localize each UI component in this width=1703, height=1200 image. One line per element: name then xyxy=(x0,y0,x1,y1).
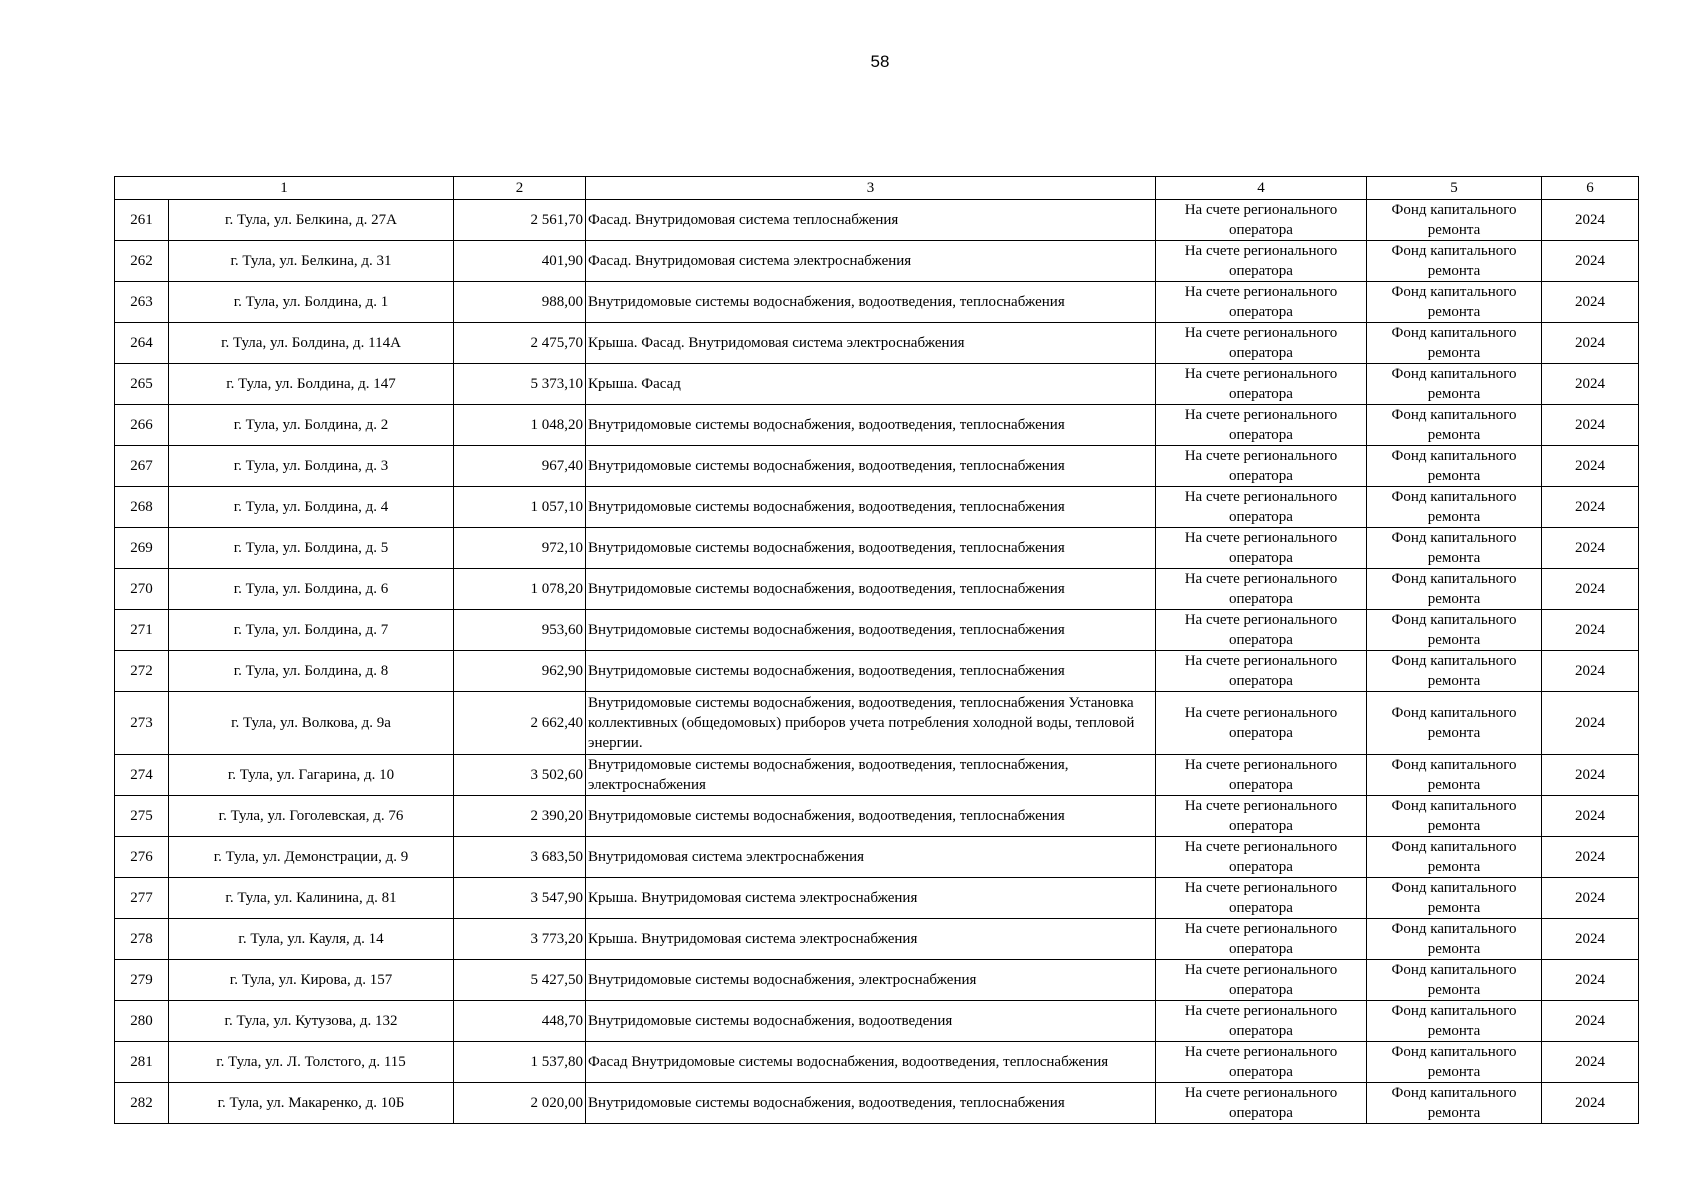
table-row xyxy=(115,323,1639,364)
area-cell: 2 475,70 xyxy=(454,323,586,364)
year-cell: 2024 xyxy=(1542,1001,1639,1042)
address-cell: г. Тула, ул. Кирова, д. 157 xyxy=(169,960,454,1001)
account-cell: На счете регионального оператора xyxy=(1156,796,1367,837)
works-cell: Фасад. Внутридомовая система теплоснабжения xyxy=(586,200,1156,241)
row-number: 263 xyxy=(115,282,169,323)
account-cell: На счете регионального оператора xyxy=(1156,919,1367,960)
works-cell: Внутридомовые системы водоснабжения, электроснабжения xyxy=(586,960,1156,1001)
account-cell: На счете регионального оператора xyxy=(1156,323,1367,364)
funding-source-cell: Фонд капитального ремонта xyxy=(1367,796,1542,837)
area-cell: 2 020,00 xyxy=(454,1083,586,1124)
funding-source-cell: Фонд капитального ремонта xyxy=(1367,200,1542,241)
works-cell: Крыша. Внутридомовая система электроснабжения xyxy=(586,919,1156,960)
funding-source-cell: Фонд капитального ремонта xyxy=(1367,323,1542,364)
year-cell: 2024 xyxy=(1542,200,1639,241)
year-cell: 2024 xyxy=(1542,692,1639,755)
funding-source-cell: Фонд капитального ремонта xyxy=(1367,487,1542,528)
works-cell: Внутридомовые системы водоснабжения, водоотведения, теплоснабжения xyxy=(586,528,1156,569)
row-number: 280 xyxy=(115,1001,169,1042)
table-row xyxy=(115,528,1639,569)
row-number: 267 xyxy=(115,446,169,487)
table-row xyxy=(115,692,1639,755)
account-cell: На счете регионального оператора xyxy=(1156,200,1367,241)
account-cell: На счете регионального оператора xyxy=(1156,1001,1367,1042)
funding-source-cell: Фонд капитального ремонта xyxy=(1367,878,1542,919)
capital-repair-table xyxy=(114,176,1639,1124)
table-row xyxy=(115,1083,1639,1124)
area-cell: 2 390,20 xyxy=(454,796,586,837)
works-cell: Внутридомовые системы водоснабжения, водоотведения, теплоснабжения xyxy=(586,651,1156,692)
table-row xyxy=(115,960,1639,1001)
works-cell: Внутридомовые системы водоснабжения, водоотведения, теплоснабжения xyxy=(586,405,1156,446)
works-cell: Внутридомовые системы водоснабжения, водоотведения xyxy=(586,1001,1156,1042)
area-cell: 953,60 xyxy=(454,610,586,651)
area-cell: 3 547,90 xyxy=(454,878,586,919)
area-cell: 1 537,80 xyxy=(454,1042,586,1083)
year-cell: 2024 xyxy=(1542,405,1639,446)
address-cell: г. Тула, ул. Болдина, д. 8 xyxy=(169,651,454,692)
row-number: 264 xyxy=(115,323,169,364)
year-cell: 2024 xyxy=(1542,960,1639,1001)
area-cell: 1 057,10 xyxy=(454,487,586,528)
area-cell: 967,40 xyxy=(454,446,586,487)
area-cell: 972,10 xyxy=(454,528,586,569)
column-header-1: 1 xyxy=(115,177,454,200)
address-cell: г. Тула, ул. Кутузова, д. 132 xyxy=(169,1001,454,1042)
account-cell: На счете регионального оператора xyxy=(1156,487,1367,528)
area-cell: 2 561,70 xyxy=(454,200,586,241)
account-cell: На счете регионального оператора xyxy=(1156,960,1367,1001)
table-row xyxy=(115,364,1639,405)
works-cell: Внутридомовые системы водоснабжения, водоотведения, теплоснабжения xyxy=(586,487,1156,528)
area-cell: 2 662,40 xyxy=(454,692,586,755)
table-row xyxy=(115,241,1639,282)
year-cell: 2024 xyxy=(1542,282,1639,323)
table-body xyxy=(115,200,1639,1124)
area-cell: 1 048,20 xyxy=(454,405,586,446)
address-cell: г. Тула, ул. Демонстрации, д. 9 xyxy=(169,837,454,878)
works-cell: Внутридомовые системы водоснабжения, водоотведения, теплоснабжения xyxy=(586,282,1156,323)
table-row xyxy=(115,569,1639,610)
area-cell: 401,90 xyxy=(454,241,586,282)
year-cell: 2024 xyxy=(1542,446,1639,487)
row-number: 274 xyxy=(115,755,169,796)
account-cell: На счете регионального оператора xyxy=(1156,282,1367,323)
funding-source-cell: Фонд капитального ремонта xyxy=(1367,1001,1542,1042)
year-cell: 2024 xyxy=(1542,1083,1639,1124)
year-cell: 2024 xyxy=(1542,569,1639,610)
area-cell: 1 078,20 xyxy=(454,569,586,610)
funding-source-cell: Фонд капитального ремонта xyxy=(1367,282,1542,323)
row-number: 276 xyxy=(115,837,169,878)
account-cell: На счете регионального оператора xyxy=(1156,364,1367,405)
account-cell: На счете регионального оператора xyxy=(1156,610,1367,651)
year-cell: 2024 xyxy=(1542,755,1639,796)
row-number: 281 xyxy=(115,1042,169,1083)
works-cell: Внутридомовые системы водоснабжения, водоотведения, теплоснабжения, электроснабжения xyxy=(586,755,1156,796)
address-cell: г. Тула, ул. Болдина, д. 4 xyxy=(169,487,454,528)
funding-source-cell: Фонд капитального ремонта xyxy=(1367,1083,1542,1124)
table-row xyxy=(115,487,1639,528)
account-cell: На счете регионального оператора xyxy=(1156,878,1367,919)
row-number: 269 xyxy=(115,528,169,569)
year-cell: 2024 xyxy=(1542,837,1639,878)
year-cell: 2024 xyxy=(1542,919,1639,960)
funding-source-cell: Фонд капитального ремонта xyxy=(1367,960,1542,1001)
address-cell: г. Тула, ул. Белкина, д. 27А xyxy=(169,200,454,241)
column-header-4: 4 xyxy=(1156,177,1367,200)
table-row xyxy=(115,446,1639,487)
table-row xyxy=(115,837,1639,878)
row-number: 279 xyxy=(115,960,169,1001)
account-cell: На счете регионального оператора xyxy=(1156,405,1367,446)
table-row xyxy=(115,200,1639,241)
address-cell: г. Тула, ул. Болдина, д. 114А xyxy=(169,323,454,364)
table-row xyxy=(115,919,1639,960)
table-row xyxy=(115,878,1639,919)
funding-source-cell: Фонд капитального ремонта xyxy=(1367,837,1542,878)
address-cell: г. Тула, ул. Болдина, д. 2 xyxy=(169,405,454,446)
area-cell: 988,00 xyxy=(454,282,586,323)
funding-source-cell: Фонд капитального ремонта xyxy=(1367,692,1542,755)
address-cell: г. Тула, ул. Гагарина, д. 10 xyxy=(169,755,454,796)
address-cell: г. Тула, ул. Волкова, д. 9а xyxy=(169,692,454,755)
column-header-3: 3 xyxy=(586,177,1156,200)
works-cell: Крыша. Фасад. Внутридомовая система электроснабжения xyxy=(586,323,1156,364)
address-cell: г. Тула, ул. Болдина, д. 3 xyxy=(169,446,454,487)
row-number: 278 xyxy=(115,919,169,960)
works-cell: Внутридомовые системы водоснабжения, водоотведения, теплоснабжения Установка коллективных (общедомовых) приборов учета потребления холодной воды, тепловой энергии. xyxy=(586,692,1156,755)
row-number: 266 xyxy=(115,405,169,446)
account-cell: На счете регионального оператора xyxy=(1156,651,1367,692)
address-cell: г. Тула, ул. Белкина, д. 31 xyxy=(169,241,454,282)
works-cell: Фасад. Внутридомовая система электроснабжения xyxy=(586,241,1156,282)
column-number-row xyxy=(115,177,1639,200)
table-row xyxy=(115,1042,1639,1083)
funding-source-cell: Фонд капитального ремонта xyxy=(1367,446,1542,487)
funding-source-cell: Фонд капитального ремонта xyxy=(1367,528,1542,569)
address-cell: г. Тула, ул. Кауля, д. 14 xyxy=(169,919,454,960)
year-cell: 2024 xyxy=(1542,878,1639,919)
row-number: 261 xyxy=(115,200,169,241)
table-row xyxy=(115,610,1639,651)
works-cell: Крыша. Внутридомовая система электроснабжения xyxy=(586,878,1156,919)
works-cell: Внутридомовая система электроснабжения xyxy=(586,837,1156,878)
account-cell: На счете регионального оператора xyxy=(1156,569,1367,610)
area-cell: 5 427,50 xyxy=(454,960,586,1001)
address-cell: г. Тула, ул. Болдина, д. 147 xyxy=(169,364,454,405)
year-cell: 2024 xyxy=(1542,1042,1639,1083)
row-number: 282 xyxy=(115,1083,169,1124)
funding-source-cell: Фонд капитального ремонта xyxy=(1367,569,1542,610)
table-row xyxy=(115,1001,1639,1042)
page-number: 58 xyxy=(870,52,890,71)
year-cell: 2024 xyxy=(1542,528,1639,569)
table-row xyxy=(115,651,1639,692)
account-cell: На счете регионального оператора xyxy=(1156,528,1367,569)
year-cell: 2024 xyxy=(1542,241,1639,282)
table-row xyxy=(115,755,1639,796)
row-number: 270 xyxy=(115,569,169,610)
works-cell: Внутридомовые системы водоснабжения, водоотведения, теплоснабжения xyxy=(586,1083,1156,1124)
works-cell: Внутридомовые системы водоснабжения, водоотведения, теплоснабжения xyxy=(586,796,1156,837)
area-cell: 962,90 xyxy=(454,651,586,692)
year-cell: 2024 xyxy=(1542,796,1639,837)
year-cell: 2024 xyxy=(1542,323,1639,364)
table-row xyxy=(115,282,1639,323)
area-cell: 448,70 xyxy=(454,1001,586,1042)
funding-source-cell: Фонд капитального ремонта xyxy=(1367,610,1542,651)
row-number: 275 xyxy=(115,796,169,837)
row-number: 271 xyxy=(115,610,169,651)
column-header-6: 6 xyxy=(1542,177,1639,200)
area-cell: 3 502,60 xyxy=(454,755,586,796)
account-cell: На счете регионального оператора xyxy=(1156,1083,1367,1124)
address-cell: г. Тула, ул. Макаренко, д. 10Б xyxy=(169,1083,454,1124)
works-cell: Внутридомовые системы водоснабжения, водоотведения, теплоснабжения xyxy=(586,569,1156,610)
row-number: 262 xyxy=(115,241,169,282)
row-number: 277 xyxy=(115,878,169,919)
works-cell: Внутридомовые системы водоснабжения, водоотведения, теплоснабжения xyxy=(586,446,1156,487)
account-cell: На счете регионального оператора xyxy=(1156,755,1367,796)
account-cell: На счете регионального оператора xyxy=(1156,241,1367,282)
table-row xyxy=(115,796,1639,837)
address-cell: г. Тула, ул. Калинина, д. 81 xyxy=(169,878,454,919)
funding-source-cell: Фонд капитального ремонта xyxy=(1367,364,1542,405)
account-cell: На счете регионального оператора xyxy=(1156,1042,1367,1083)
area-cell: 5 373,10 xyxy=(454,364,586,405)
account-cell: На счете регионального оператора xyxy=(1156,692,1367,755)
row-number: 273 xyxy=(115,692,169,755)
year-cell: 2024 xyxy=(1542,487,1639,528)
area-cell: 3 683,50 xyxy=(454,837,586,878)
account-cell: На счете регионального оператора xyxy=(1156,837,1367,878)
address-cell: г. Тула, ул. Гоголевская, д. 76 xyxy=(169,796,454,837)
row-number: 265 xyxy=(115,364,169,405)
funding-source-cell: Фонд капитального ремонта xyxy=(1367,919,1542,960)
row-number: 272 xyxy=(115,651,169,692)
table-row xyxy=(115,405,1639,446)
address-cell: г. Тула, ул. Болдина, д. 1 xyxy=(169,282,454,323)
works-cell: Фасад Внутридомовые системы водоснабжения, водоотведения, теплоснабжения xyxy=(586,1042,1156,1083)
column-header-5: 5 xyxy=(1367,177,1542,200)
funding-source-cell: Фонд капитального ремонта xyxy=(1367,755,1542,796)
works-cell: Крыша. Фасад xyxy=(586,364,1156,405)
funding-source-cell: Фонд капитального ремонта xyxy=(1367,1042,1542,1083)
area-cell: 3 773,20 xyxy=(454,919,586,960)
address-cell: г. Тула, ул. Болдина, д. 6 xyxy=(169,569,454,610)
year-cell: 2024 xyxy=(1542,364,1639,405)
year-cell: 2024 xyxy=(1542,651,1639,692)
year-cell: 2024 xyxy=(1542,610,1639,651)
works-cell: Внутридомовые системы водоснабжения, водоотведения, теплоснабжения xyxy=(586,610,1156,651)
account-cell: На счете регионального оператора xyxy=(1156,446,1367,487)
address-cell: г. Тула, ул. Л. Толстого, д. 115 xyxy=(169,1042,454,1083)
address-cell: г. Тула, ул. Болдина, д. 7 xyxy=(169,610,454,651)
address-cell: г. Тула, ул. Болдина, д. 5 xyxy=(169,528,454,569)
funding-source-cell: Фонд капитального ремонта xyxy=(1367,405,1542,446)
row-number: 268 xyxy=(115,487,169,528)
funding-source-cell: Фонд капитального ремонта xyxy=(1367,651,1542,692)
column-header-2: 2 xyxy=(454,177,586,200)
funding-source-cell: Фонд капитального ремонта xyxy=(1367,241,1542,282)
